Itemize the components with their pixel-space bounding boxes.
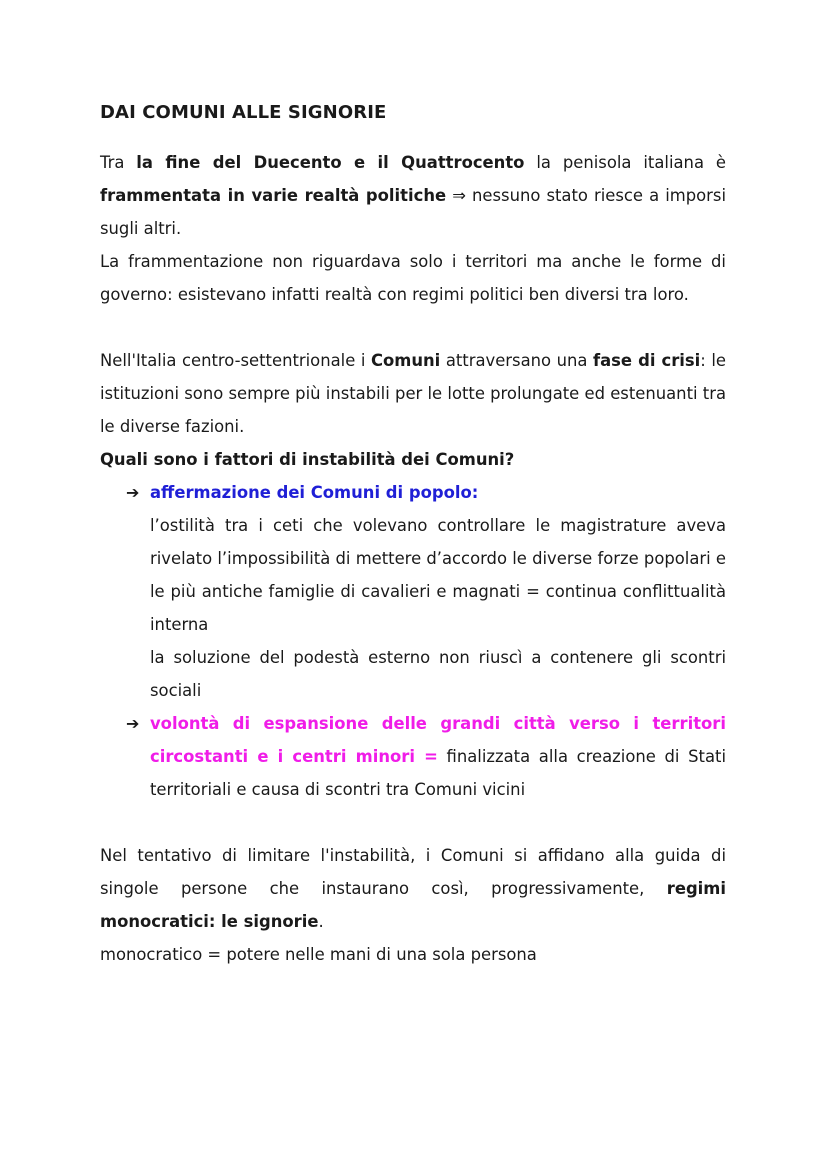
- signorie-bold: regimi monocratici: le signorie: [100, 879, 726, 931]
- signorie-text-2: .: [318, 912, 324, 931]
- podesta-text: la soluzione del podestà esterno non riuscì a contenere gli scontri sociali: [150, 648, 726, 700]
- intro-text-3: ⇒ nessuno stato riesce a imporsi sugli altri.: [100, 186, 726, 238]
- intro-bold-fragmentation: frammentata in varie realtà politiche: [100, 186, 447, 205]
- intro-text-1: Tra: [100, 153, 137, 172]
- signorie-text-1: Nel tentativo di limitare l'instabilità, i Comuni si affidano alla guida di singole persone che instaurano così, progressivamente,: [100, 846, 726, 898]
- arrow-bullet-icon: ➔: [126, 714, 140, 733]
- crisis-text-3: : le istituzioni sono sempre più instabili per le lotte prolungate ed estenuanti tra le diverse fazioni.: [100, 351, 727, 436]
- paragraph-gap: [100, 806, 726, 839]
- arrow-bullet-icon: ➔: [126, 483, 140, 502]
- crisis-paragraph: [100, 344, 726, 443]
- popolo-heading: affermazione dei Comuni di popolo:: [150, 483, 479, 502]
- intro-bold-period: la fine del Duecento e il Quattrocento: [136, 153, 525, 172]
- crisis-bold-phase: fase di crisi: [592, 351, 701, 370]
- intro-paragraph: [100, 146, 726, 245]
- paragraph-gap: [100, 311, 726, 344]
- crisis-text-2: attraversano una: [440, 351, 593, 370]
- crisis-text-1: Nell'Italia centro-settentrionale i: [100, 351, 371, 370]
- instability-question: Quali sono i fattori di instabilità dei Comuni?: [100, 450, 515, 469]
- page-title: DAI COMUNI ALLE SIGNORIE: [100, 102, 387, 123]
- popolo-text: l’ostilità tra i ceti che volevano controllare le magistrature aveva rivelato l’impossibilità di mettere d’accordo le diverse forze popolari e le più antiche famiglie di cavalieri e magnati = continua conflittualità interna: [150, 516, 726, 634]
- fragmentation-paragraph: La frammentazione non riguardava solo i territori ma anche le forme di governo: esistevano infatti realtà con regimi politici ben diversi tra loro.: [100, 252, 726, 304]
- espansione-highlight: volontà di espansione delle grandi città verso i territori circostanti e i centri minori =: [150, 714, 726, 766]
- espansione-text: finalizzata alla creazione di Stati territoriali e causa di scontri tra Comuni vicini: [150, 747, 726, 799]
- document-page: [100, 96, 726, 971]
- factors-list: [100, 476, 726, 806]
- list-item-espansione: [100, 707, 726, 806]
- intro-text-2: la penisola italiana è: [524, 153, 726, 172]
- list-item-popolo: [100, 476, 726, 707]
- crisis-bold-comuni: Comuni: [370, 351, 441, 370]
- signorie-paragraph: [100, 839, 726, 938]
- definition-line: monocratico = potere nelle mani di una sola persona: [100, 945, 537, 964]
- espansione-paragraph: [150, 707, 726, 806]
